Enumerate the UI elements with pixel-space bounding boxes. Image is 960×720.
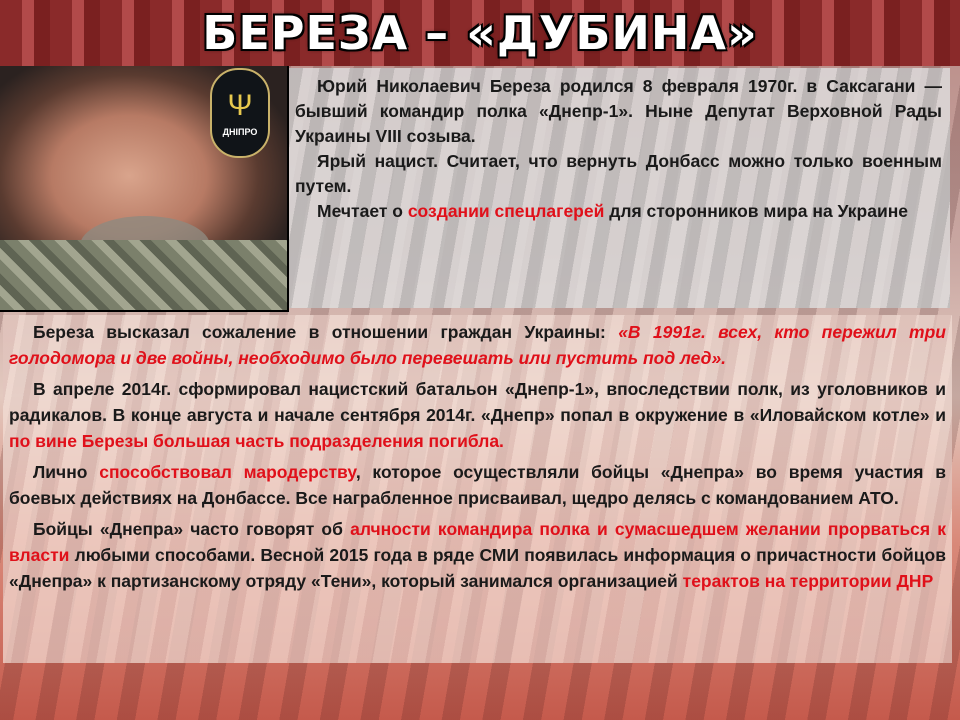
main-paragraph-1 <box>9 319 946 371</box>
portrait-camouflage <box>0 240 287 310</box>
main-text: , которое осуществляли бойцы «Днепра» во время участия в боевых действиях на Донбассе. Все награбленное присваивал, щедро делясь с командованием АТО. <box>9 462 946 508</box>
main-quote: «В 1991г. всех, кто пережил три голодомора и две войны, необходимо было перевешать или пустить под лед». <box>9 322 946 368</box>
main-text: Лично <box>33 462 100 482</box>
page-title: БЕРЕЗА – «ДУБИНА» <box>202 6 758 60</box>
main-text-box <box>3 315 952 663</box>
title-bar <box>0 0 960 66</box>
main-paragraph-2 <box>9 376 946 454</box>
main-text: В апреле 2014г. сформировал нацистский батальон «Днепр-1», впоследствии полк, из уголовников и радикалов. В конце августа и начале сентября 2014г. «Днепр» попал в окружение в «Иловайском котле» и <box>9 379 946 425</box>
trident-icon: Ψ <box>227 89 253 122</box>
main-highlight: по вине Березы большая часть подразделения погибла. <box>9 431 504 451</box>
bio-text: Мечтает о <box>317 201 408 221</box>
bio-paragraph-1 <box>295 74 942 149</box>
bio-text: Ярый нацист. Считает, что вернуть Донбасс можно только военным путем. <box>295 151 942 196</box>
main-highlight: алчности командира полка и сумасшедшем желании прорваться к власти <box>9 519 946 565</box>
bio-paragraph-2 <box>295 149 942 199</box>
bio-box <box>289 68 950 308</box>
main-text: любыми способами. Весной 2015 года в ряде СМИ появилась информация о причастности бойцов «Днепра» к партизанскому отряду «Тени», который занимался организацией <box>9 545 946 591</box>
main-highlight: способствовал мародерству <box>99 462 356 482</box>
main-paragraph-4 <box>9 516 946 594</box>
bio-paragraph-3 <box>295 199 942 224</box>
main-highlight: терактов на территории ДНР <box>682 571 934 591</box>
main-text: Бойцы «Днепра» часто говорят об <box>33 519 351 539</box>
main-text: Береза высказал сожаление в отношении граждан Украины: <box>33 322 619 342</box>
dnipro-emblem <box>210 68 270 158</box>
bio-text: для сторонников мира на Украине <box>604 201 909 221</box>
bio-text: Юрий Николаевич Береза родился 8 февраля 1970г. в Саксагани — бывший командир полка «Днепр-1». Ныне Депутат Верховной Рады Украины VIII созыва. <box>295 76 942 146</box>
bio-highlight: создании спецлагерей <box>407 201 605 221</box>
emblem-text: ДНІПРО <box>222 127 258 137</box>
main-paragraph-3 <box>9 459 946 511</box>
